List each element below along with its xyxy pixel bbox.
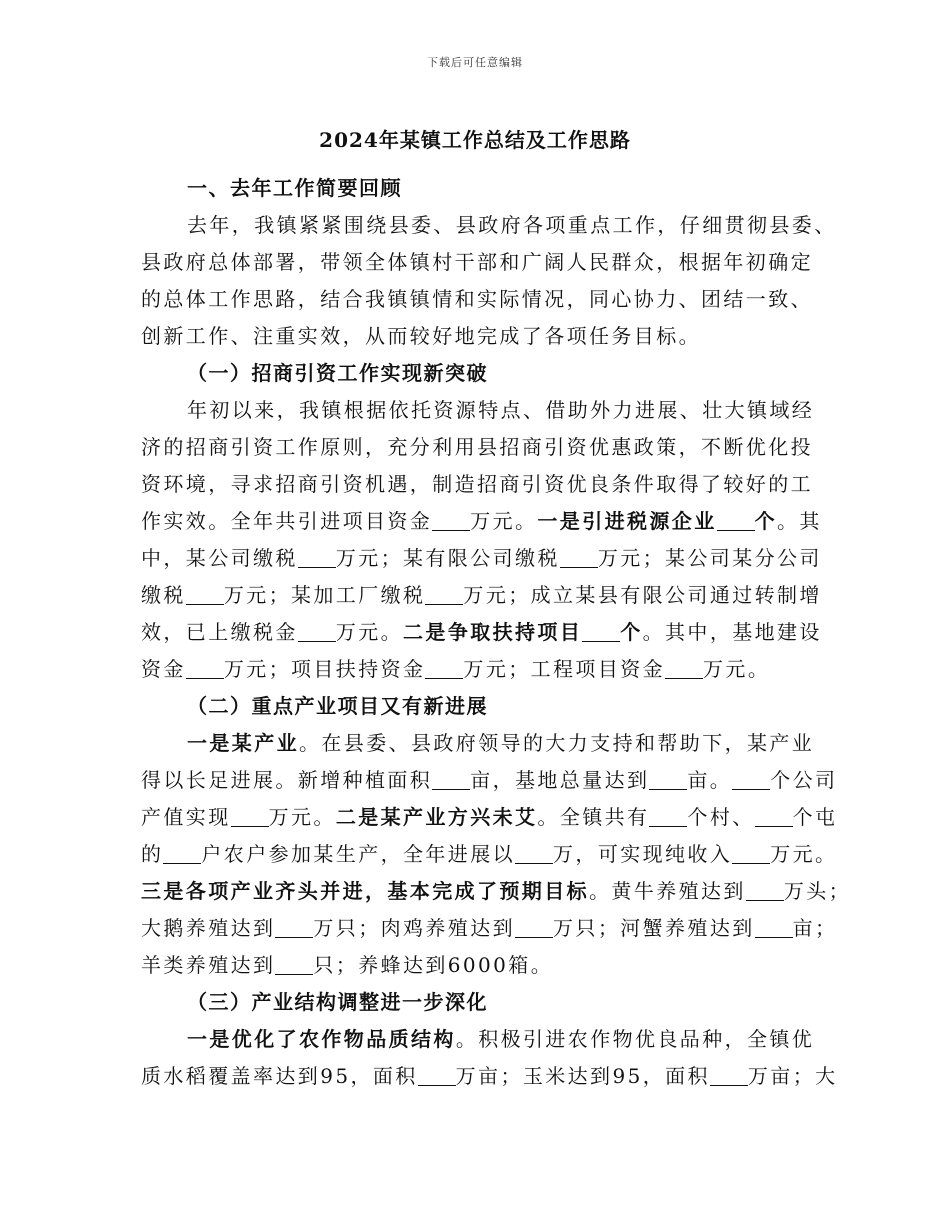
blank-field <box>275 917 313 938</box>
paragraph-line <box>141 614 822 651</box>
text: 户农户参加某生产，全年进展以 <box>201 842 516 866</box>
text: 。黄牛养殖达到 <box>589 879 746 903</box>
text: 万元；某公司某分公司 <box>597 546 822 570</box>
blank-field <box>582 621 620 642</box>
blank-field <box>515 917 553 938</box>
blank-field <box>755 917 793 938</box>
blank-field <box>231 806 269 827</box>
text: 万元；项目扶持资金 <box>223 657 426 681</box>
header-note: 下载后可任意编辑 <box>427 56 523 69</box>
paragraph-line: 济的招商引资工作原则，充分利用县招商引资优惠政策，不断优化投 <box>141 435 813 459</box>
text: 只；养蜂达到6000箱。 <box>313 953 554 977</box>
blank-field <box>732 843 770 864</box>
paragraph-line <box>141 836 838 873</box>
blank-field <box>746 880 784 901</box>
text: 万元；某加工厂缴税 <box>223 583 426 607</box>
text: 个公司 <box>770 768 838 792</box>
text: 。其 <box>777 509 822 533</box>
paragraph-line <box>141 1021 813 1058</box>
blank-field <box>432 510 470 531</box>
document-body <box>141 170 852 1095</box>
text: 得以长足进展。新增种植面积 <box>141 768 433 792</box>
text: 万，可实现纯收入 <box>553 842 733 866</box>
text: 。全镇共有 <box>537 805 650 829</box>
bold-text: 一是优化了农作物品质结构 <box>187 1027 456 1051</box>
text: 效，已上缴税金 <box>141 620 298 644</box>
paragraph-line <box>141 577 822 614</box>
blank-field <box>732 769 770 790</box>
bold-text: 一是引进税源企业 <box>537 509 717 533</box>
text: 。积极引进农作物优良品种，全镇优 <box>455 1027 815 1051</box>
blank-field <box>755 806 793 827</box>
section-heading: 一、去年工作简要回顾 <box>187 176 402 200</box>
blank-field <box>418 1065 456 1086</box>
subsection-heading: （二）重点产业项目又有新进展 <box>187 694 488 718</box>
text: 万元。 <box>703 657 771 681</box>
text: 万元。 <box>770 842 838 866</box>
blank-field <box>560 547 598 568</box>
text: 质水稻覆盖率达到95，面积 <box>141 1064 418 1088</box>
text: 万元；某有限公司缴税 <box>335 546 560 570</box>
text: 的 <box>141 842 164 866</box>
text: 万元；成立某县有限公司通过转制增 <box>463 583 822 607</box>
text: 。在县委、县政府领导的大力支持和帮助下，某产业 <box>299 731 815 755</box>
paragraph-line <box>141 873 852 910</box>
text: 羊类养殖达到 <box>141 953 276 977</box>
paragraph-line <box>141 540 822 577</box>
paragraph-line: 创新工作、注重实效，从而较好地完成了各项任务目标。 <box>141 324 701 348</box>
text: 大鹅养殖达到 <box>141 916 276 940</box>
blank-field <box>163 843 201 864</box>
text: 产值实现 <box>141 805 231 829</box>
text: 万亩；玉米达到95，面积 <box>455 1064 710 1088</box>
text: 万元。 <box>335 620 404 644</box>
text: 亩，基地总量达到 <box>470 768 650 792</box>
blank-field <box>665 658 703 679</box>
paragraph-line <box>141 1058 838 1095</box>
text: 万元。 <box>268 805 336 829</box>
blank-field <box>515 843 553 864</box>
bold-text: 一是某产业 <box>187 731 299 755</box>
paragraph-line <box>141 725 813 762</box>
text: 个村、 <box>687 805 755 829</box>
blank-field <box>425 584 463 605</box>
paragraph-line: 县政府总体部署，带领全体镇村干部和广阔人民群众，根据年初确定 <box>141 250 813 274</box>
text: 缴税 <box>141 583 186 607</box>
subsection-heading: （三）产业结构调整进一步深化 <box>187 990 488 1014</box>
paragraph-line <box>141 947 813 984</box>
bold-text: 三是各项产业齐头并进，基本完成了预期目标 <box>141 879 589 903</box>
bold-text: 个 <box>754 509 778 533</box>
blank-field <box>186 658 224 679</box>
text: 亩； <box>792 916 838 940</box>
text: 万头； <box>783 879 852 903</box>
text: 。其中，基地建设 <box>642 620 822 644</box>
blank-field <box>649 769 687 790</box>
paragraph-line <box>141 651 813 688</box>
paragraph-line <box>141 762 838 799</box>
text: 资金 <box>141 657 186 681</box>
text: 万只；河蟹养殖达到 <box>553 916 755 940</box>
blank-field <box>717 510 755 531</box>
text: 亩。 <box>687 768 733 792</box>
blank-field <box>298 547 336 568</box>
blank-field <box>186 584 224 605</box>
paragraph-line <box>141 799 838 836</box>
paragraph-line <box>141 910 838 947</box>
blank-field <box>649 806 687 827</box>
blank-field <box>425 658 463 679</box>
bold-text: 二是争取扶持项目 <box>403 620 583 644</box>
document-title: 2024年某镇工作总结及工作思路 <box>319 128 631 152</box>
blank-field <box>710 1065 748 1086</box>
blank-field <box>432 769 470 790</box>
paragraph-line: 去年，我镇紧紧围绕县委、县政府各项重点工作，仔细贯彻县委、 <box>187 213 837 237</box>
text: 个屯 <box>792 805 838 829</box>
text: 中，某公司缴税 <box>141 546 298 570</box>
blank-field <box>298 621 336 642</box>
text: 作实效。全年共引进项目资金 <box>141 509 433 533</box>
paragraph-line <box>141 503 822 540</box>
blank-field <box>275 954 313 975</box>
text: 万亩；大 <box>747 1064 838 1088</box>
paragraph-line: 年初以来，我镇根据依托资源特点、借助外力进展、壮大镇域经 <box>187 398 815 422</box>
subsection-heading: （一）招商引资工作实现新突破 <box>187 361 488 385</box>
text: 万元；工程项目资金 <box>463 657 666 681</box>
paragraph-line: 的总体工作思路，结合我镇镇情和实际情况，同心协力、团结一致、 <box>141 287 813 311</box>
text: 万只；肉鸡养殖达到 <box>313 916 516 940</box>
text: 万元。 <box>470 509 538 533</box>
bold-text: 个 <box>620 620 643 644</box>
paragraph-line: 资环境，寻求招商引资机遇，制造招商引资优良条件取得了较好的工 <box>141 472 813 496</box>
bold-text: 二是某产业方兴未艾 <box>335 805 538 829</box>
